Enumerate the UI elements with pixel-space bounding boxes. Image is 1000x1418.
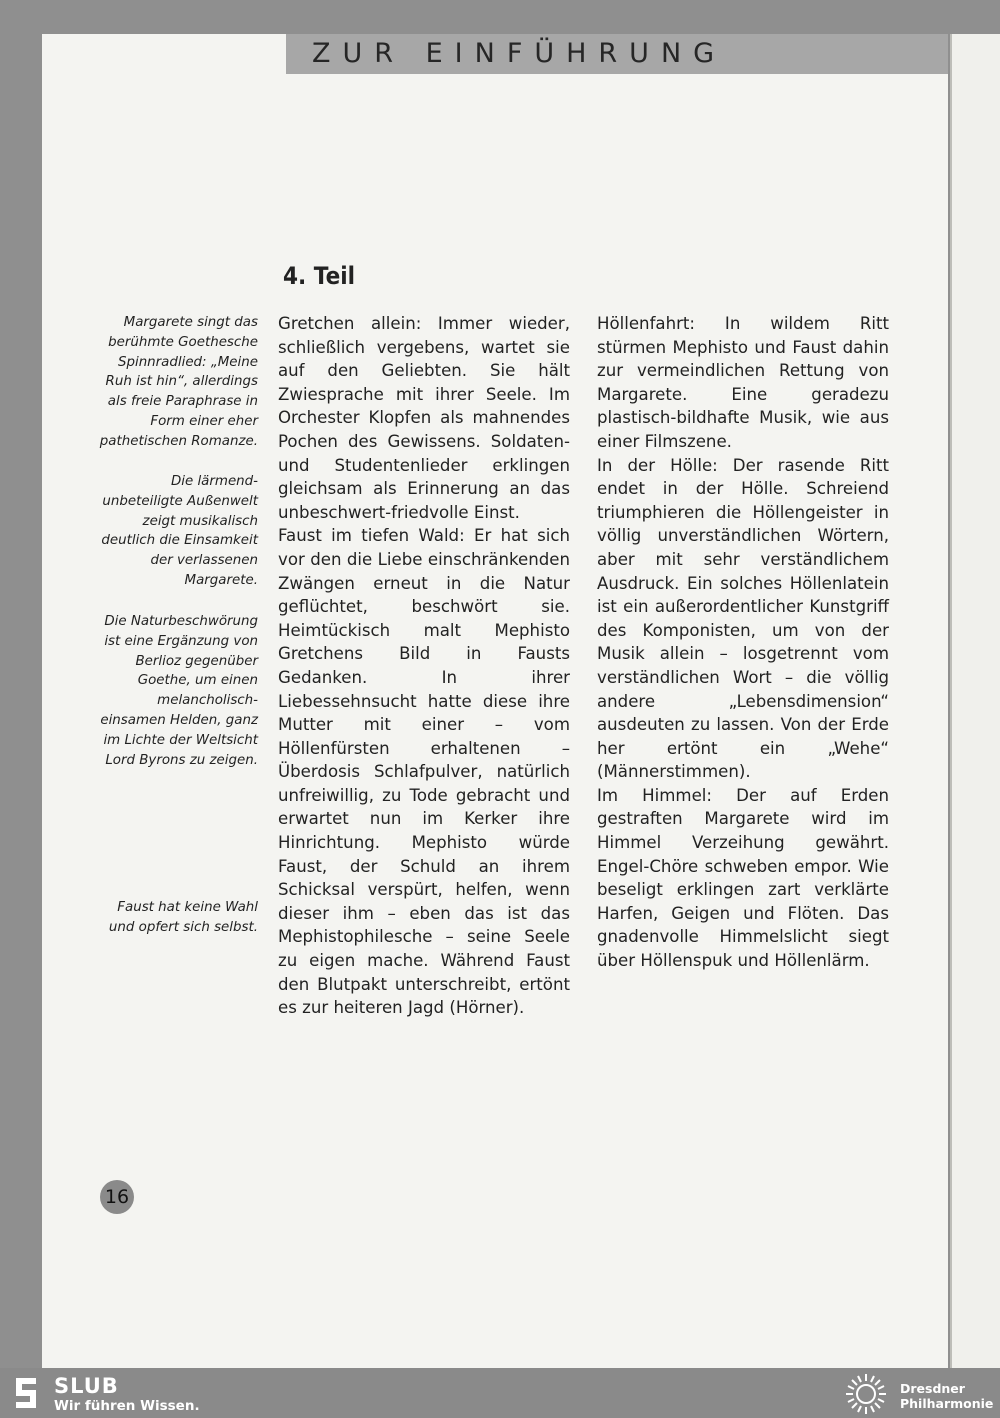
paragraph-faust-wald: Faust im tiefen Wald: Er hat sich vor den die Liebe einschränkenden Zwängen erneut in die Natur geflüchtet, beschwört sie. Heimtückisch malt Mephisto Gretchens Bild in Fausts Gedanken. In ihrer Liebessehnsucht hatte diese ihre Mutter mit einer – vom Höllenfürsten erhaltenen – Überdosis Schlafpulver, natürlich unfreiwillig, zu Tode gebracht und erwartet nun im Kerker ihre Hinrichtung. Mephisto würde Faust, der Schuld an ihrem Schicksal verspürt, helfen, wenn dieser ihm – eben das ist das Mephistophilesche – seine Seele zu eigen mache. Während Faust den Blutpakt unterschreibt, ertönt es zur heiteren Jagd (Hörner). bbox=[278, 526, 570, 1018]
header-title: ZUR EINFÜHRUNG bbox=[312, 38, 727, 69]
sidenote-1: Margarete singt das berühmte Goethesche Spinnradlied: „Meine Ruh ist hin“, allerdings als freie Paraphrase in Form einer eher pathetischen Romanze. bbox=[99, 315, 258, 449]
section-heading: 4. Teil bbox=[283, 262, 356, 290]
philharmonie-name bbox=[900, 1381, 993, 1411]
paragraph-hoelle: In der Hölle: Der rasende Ritt endet in der Hölle. Schreiend triumphieren die Höllengeister in völlig unverständlichen Wörtern, aber mit sehr verständlichem Ausdruck. Ein solches Höllenlatein ist ein außerordentlicher Kunstgriff des Komponisten, um von der Musik allein – losgetrennt vom verständlichen Wort – die völlig andere „Lebensdimension“ ausdeuten zu lassen. Von der Erde her ertönt ein „Wehe“ (Männerstimmen). bbox=[597, 455, 889, 782]
next-page-edge bbox=[950, 34, 1000, 1368]
paragraph-himmel: Im Himmel: Der auf Erden gestraften Margarete wird im Himmel Verzeihung gewährt. Engel-Chöre schweben empor. Wie beseligt erklingen zart verklärte Harfen, Geigen und Flöten. Das gnadenvolle Himmelslicht siegt über Höllenspuk und Höllenlärm. bbox=[597, 785, 889, 971]
slub-logo-icon bbox=[12, 1376, 40, 1410]
slub-name: SLUB bbox=[54, 1374, 119, 1398]
paragraph-hoellenfahrt: Höllenfahrt: In wildem Ritt stürmen Mephisto und Faust dahin zur vermeindlichen Rettung von Margarete. Eine geradezu plastisch-bildhafte Musik, wie aus einer Filmszene. bbox=[597, 314, 889, 451]
sidenote-2: Die lärmend-unbeteiligte Außenwelt zeigt musikalisch deutlich die Einsamkeit der verlassenen Margarete. bbox=[101, 474, 258, 588]
philharmonie-line-1: Dresdner bbox=[900, 1381, 965, 1396]
text-column-2 bbox=[597, 312, 889, 973]
page-number: 16 bbox=[100, 1180, 134, 1214]
text-column-1 bbox=[278, 312, 570, 1020]
sidenote-4: Faust hat keine Wahl und opfert sich selbst. bbox=[108, 900, 258, 935]
slub-slogan: Wir führen Wissen. bbox=[54, 1398, 200, 1414]
philharmonie-line-2: Philharmonie bbox=[900, 1396, 994, 1411]
philharmonie-logo-icon bbox=[842, 1372, 890, 1416]
sidenote-3: Die Naturbeschwörung ist eine Ergänzung von Berlioz gegenüber Goethe, um einen melancholisch-einsamen Helden, ganz im Lichte der Weltsicht Lord Byrons zu zeigen. bbox=[100, 614, 258, 768]
paragraph-gretchen: Gretchen allein: Immer wieder, schließlich vergebens, wartet sie auf den Geliebten. Sie hält Zwiesprache mit ihrer Seele. Im Orchester Klopfen als mahnendes Pochen des Gewissens. Soldaten- und Studentenlieder erklingen gleichsam als Erinnerung an das unbeschwert-friedvolle Einst. bbox=[278, 314, 570, 522]
